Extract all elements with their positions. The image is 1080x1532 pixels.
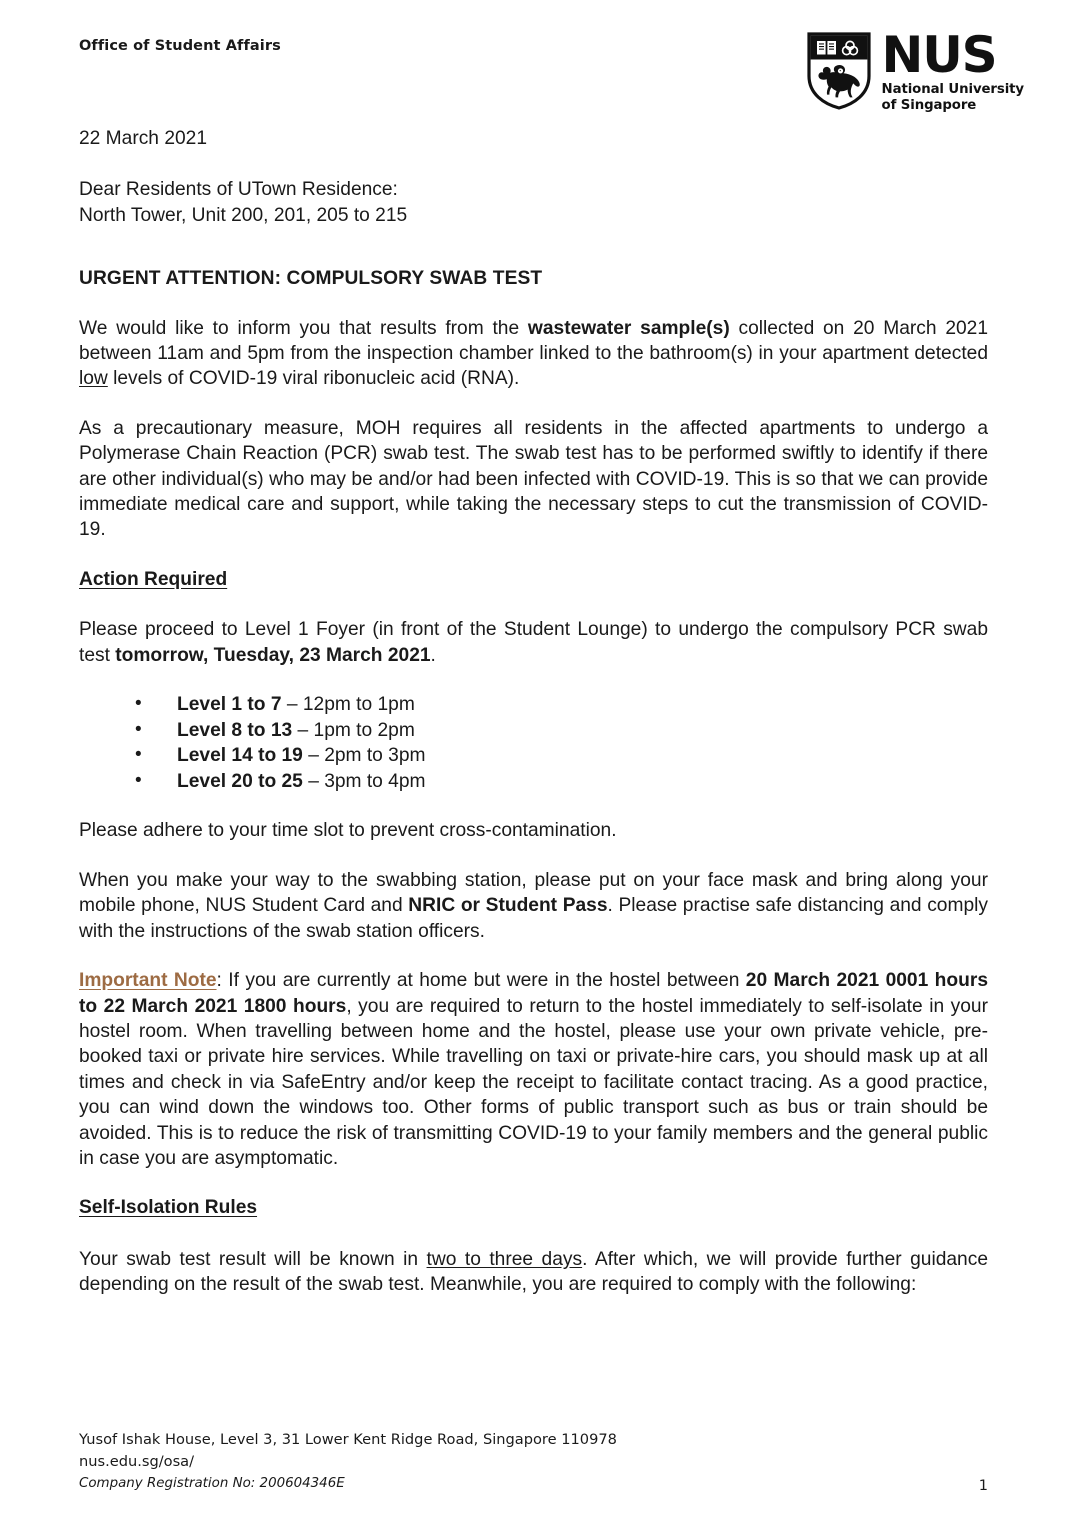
nus-logo: [806, 26, 1024, 114]
para1-part2: collected on 20 March 2021 between 11am and 5pm from the inspection chamber linked to the bathroom(s) in your apartment detected: [79, 317, 989, 365]
footer-address: Yusof Ishak House, Level 3, 31 Lower Kent Ridge Road, Singapore 110978: [79, 1431, 617, 1448]
para3-bold-date: tomorrow, Tuesday, 23 March 2021: [115, 644, 431, 666]
nus-tagline-line1: National University: [881, 82, 1024, 97]
paragraph-precautionary-measure: As a precautionary measure, MOH requires all residents in the affected apartments to undergo a Polymerase Chain Reaction (PCR) swab test. The swab test has to be performed swiftly to identify if there are other individual(s) who may be and/or had been infected with COVID-19. This is so that we can provide immediate medical care and support, while taking the necessary steps to cut the transmission of COVID-19.: [79, 417, 988, 541]
para5-bold-nric: NRIC or Student Pass: [408, 895, 608, 917]
footer-company-registration: Company Registration No: 200604346E: [79, 1476, 345, 1491]
page-title: URGENT ATTENTION: COMPULSORY SWAB TEST: [79, 268, 543, 290]
time-slot-list: [79, 692, 988, 794]
slot-level-range: Level 20 to 25: [177, 770, 303, 792]
para1-bold-wastewater: wastewater sample(s): [527, 317, 730, 339]
nus-wordmark: [881, 26, 1024, 114]
paragraph-proceed-to-foyer: [79, 617, 988, 668]
list-item: [135, 769, 988, 795]
paragraph-important-note: [79, 968, 988, 1171]
footer-website[interactable]: nus.edu.sg/osa/: [79, 1452, 195, 1470]
salutation-line-2: North Tower, Unit 200, 201, 205 to 215: [79, 204, 408, 226]
slot-time: – 12pm to 1pm: [281, 694, 415, 716]
nus-tagline: [882, 82, 1024, 114]
nus-tagline-line2: of Singapore: [881, 98, 977, 114]
para1-part3: levels of COVID-19 viral ribonucleic acid (RNA).: [107, 368, 520, 390]
heading-self-isolation-rules: Self-Isolation Rules: [79, 1197, 258, 1219]
para3-part1: Please proceed to Level 1 Foyer (in front of the Student Lounge) to undergo the compulsory PCR swab test: [79, 619, 988, 666]
letter-date: 22 March 2021: [79, 128, 207, 149]
nus-shield-crest-icon: [806, 32, 872, 110]
para7-part1: Your swab test result will be known in: [79, 1248, 427, 1270]
list-item: [135, 743, 988, 769]
list-item: [135, 718, 988, 744]
slot-level-range: Level 1 to 7: [177, 694, 282, 716]
salutation-line-1: Dear Residents of UTown Residence:: [79, 179, 398, 201]
paragraph-swab-result-timeline: [79, 1247, 988, 1298]
important-note-label: Important Note: [79, 970, 217, 992]
para6-part2: , you are required to return to the hostel immediately to self-isolate in your hostel room. When travelling between home and the hostel, please use your own private vehicle, pre-booked taxi or private hire services. While travelling on taxi or private-hire cars, you should mask up at all times and check in via SafeEntry and/or keep the receipt to facilitate contact tracing. As a good practice, you can wind down the windows too. Other forms of public transport such as bus or train should be avoided. This is to reduce the risk of transmitting COVID-19 to your family members and the general public in case you are asymptomatic.: [79, 995, 988, 1169]
nus-mark-text: NUS: [881, 26, 997, 84]
page-footer: [79, 1429, 988, 1494]
heading-action-required: Action Required: [79, 568, 228, 590]
para3-part2: .: [430, 644, 436, 666]
para5-part1: When you make your way to the swabbing station, please put on your face mask and bring along your mobile phone, NUS Student Card and: [79, 869, 988, 917]
paragraph-adhere-time-slot: Please adhere to your time slot to prevent cross-contamination.: [79, 820, 617, 842]
paragraph-swabbing-station: [79, 868, 988, 944]
page-header: [79, 26, 1024, 122]
slot-time: – 3pm to 4pm: [302, 770, 426, 792]
slot-time: – 2pm to 3pm: [302, 745, 426, 767]
slot-level-range: Level 14 to 19: [177, 745, 303, 767]
page-number: 1: [978, 1478, 988, 1494]
para7-underline-days: two to three days: [426, 1248, 583, 1270]
para1-underline-low: low: [79, 368, 108, 390]
para5-part2: . Please practise safe distancing and comply with the instructions of the swab station officers.: [79, 895, 988, 942]
para6-part1: : If you are currently at home but were in the hostel between: [216, 970, 746, 992]
slot-level-range: Level 8 to 13: [177, 719, 293, 741]
salutation: [79, 177, 988, 228]
para1-part1: We would like to inform you that results from the: [79, 317, 528, 339]
slot-time: – 1pm to 2pm: [292, 719, 415, 741]
letter-body: [79, 126, 988, 1298]
para7-part2: . After which, we will provide further guidance depending on the result of the swab test. Meanwhile, you are required to comply with the following:: [79, 1248, 988, 1296]
office-label: Office of Student Affairs: [79, 38, 281, 54]
paragraph-wastewater-results: [79, 316, 988, 392]
list-item: [135, 692, 988, 718]
para6-bold-hostel-period: 20 March 2021 0001 hours to 22 March 2021 1800 hours: [79, 970, 988, 1017]
